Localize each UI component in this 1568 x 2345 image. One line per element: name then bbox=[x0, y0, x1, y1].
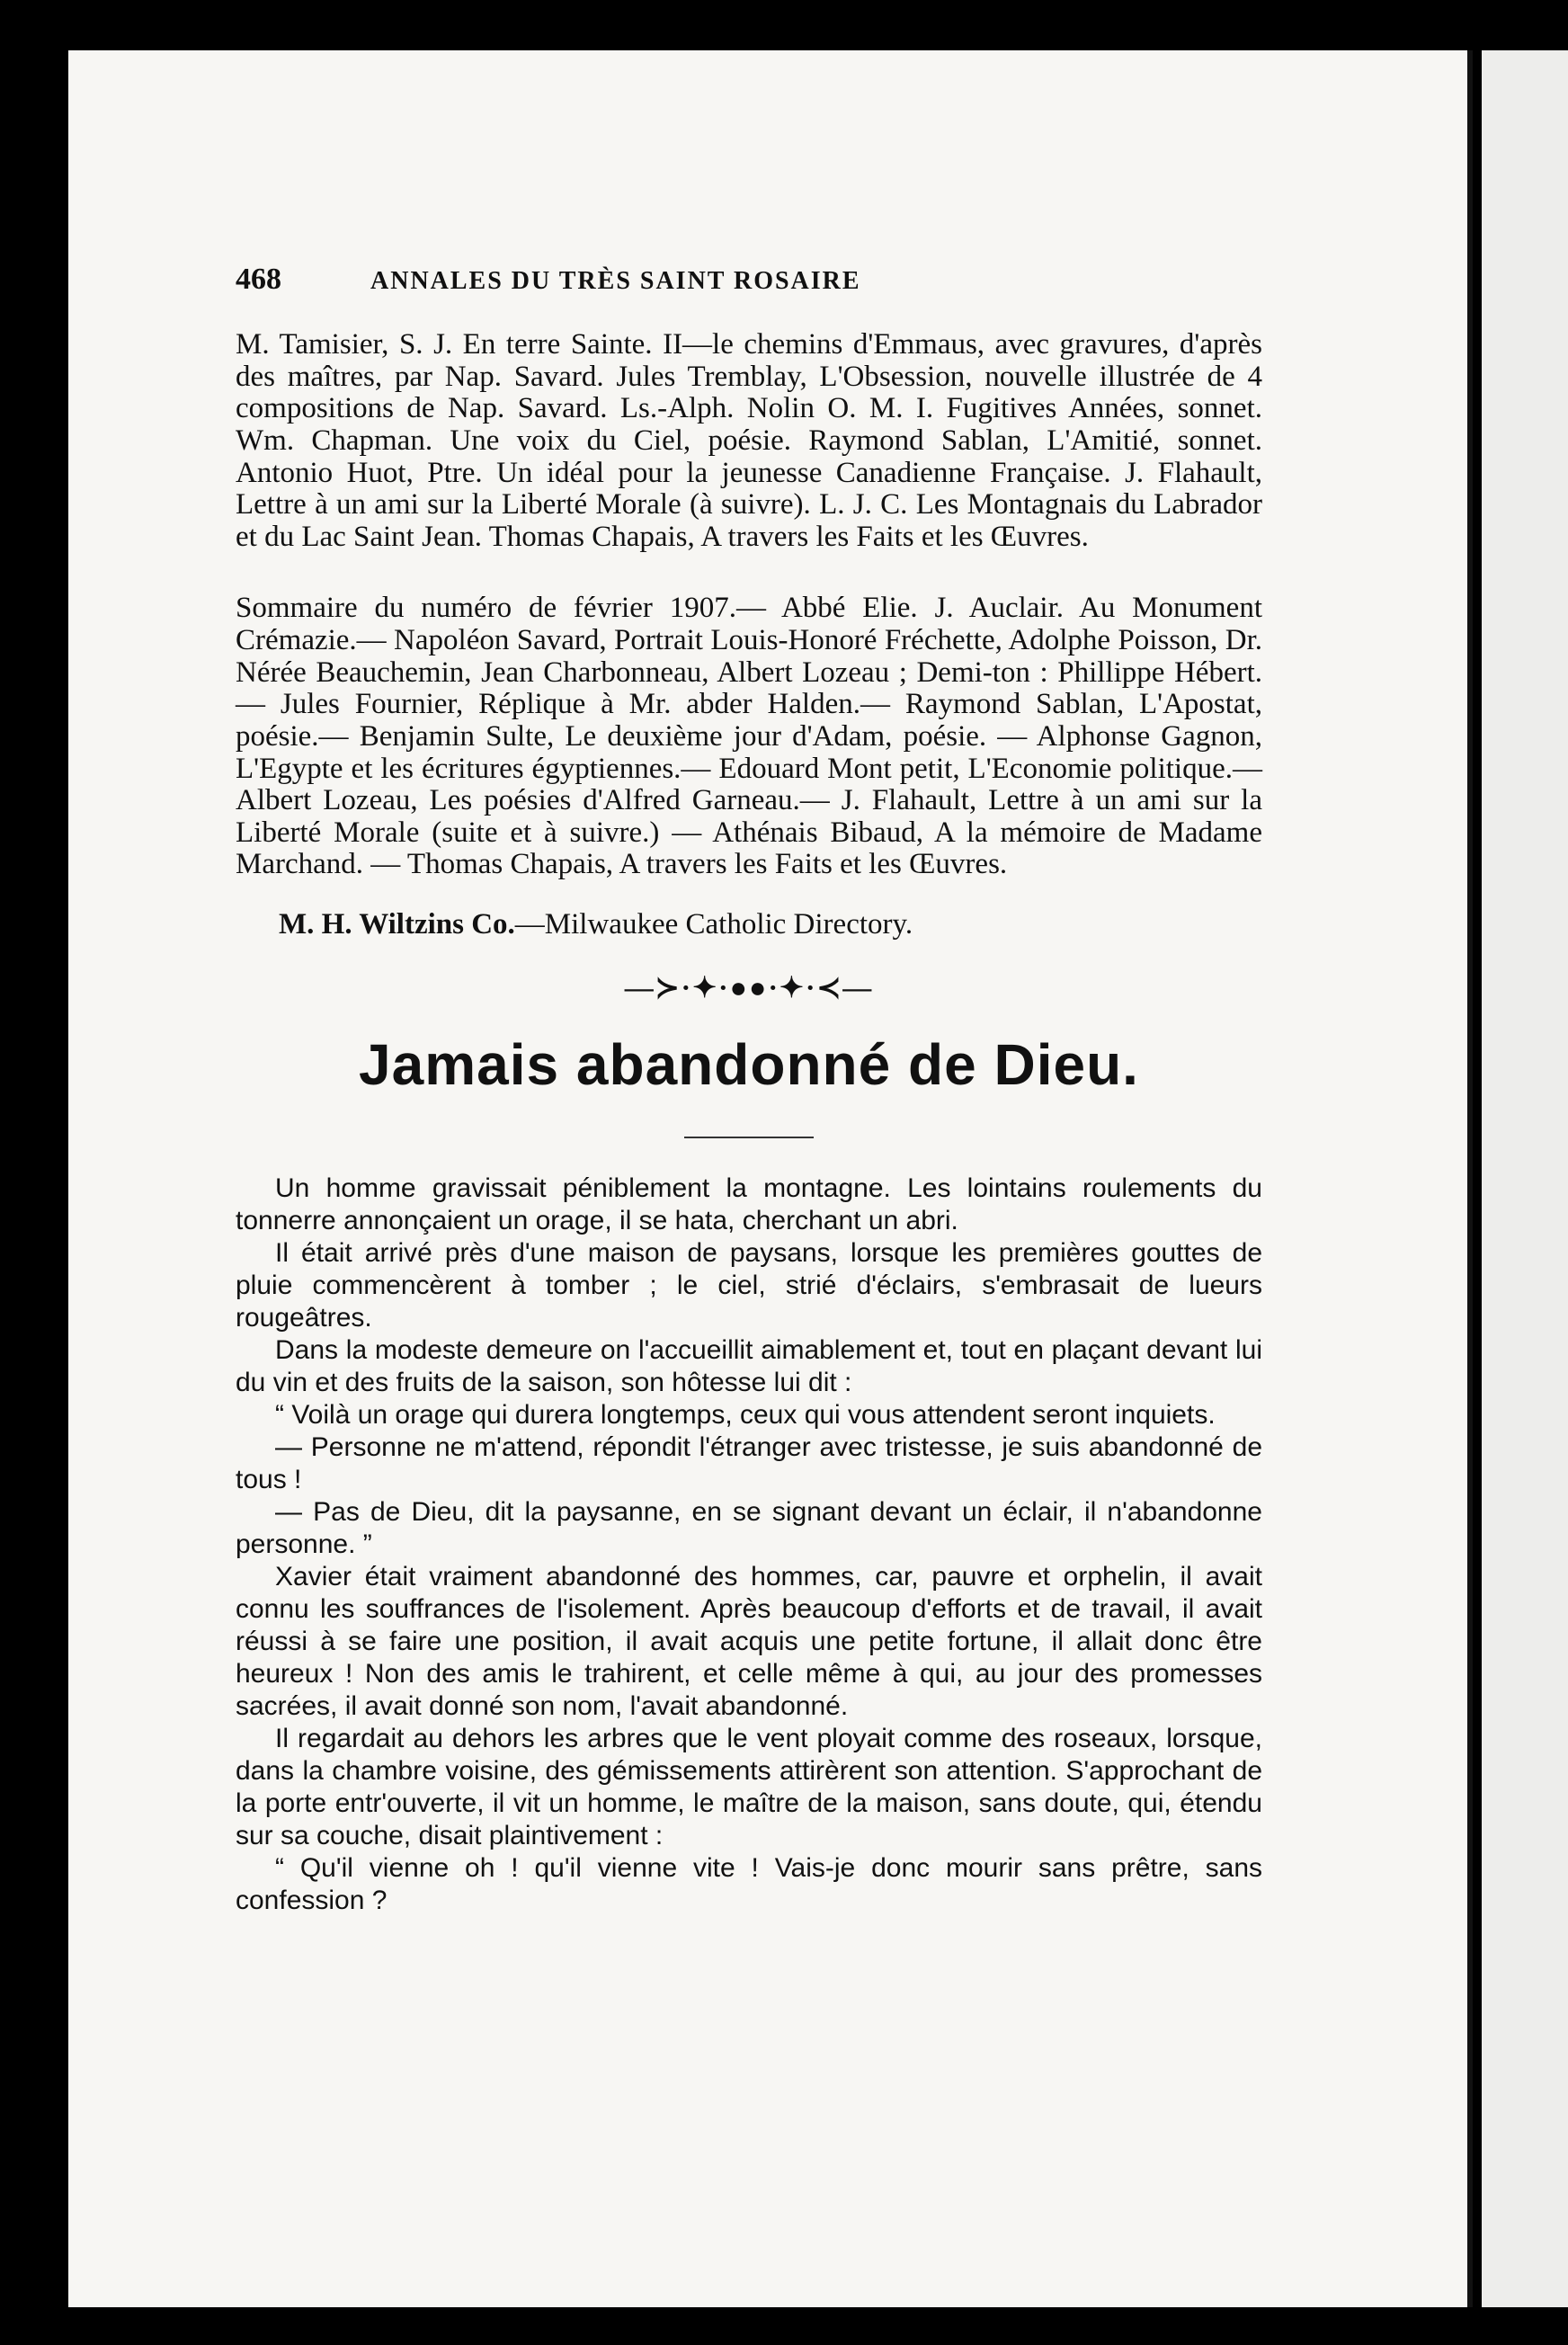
ornament-divider: —≻·✦·●●·✦·≺— bbox=[624, 971, 874, 1003]
catalog-publisher: M. H. Wiltzins Co. bbox=[279, 908, 515, 941]
title-rule bbox=[684, 1137, 814, 1138]
catalog-entry bbox=[236, 908, 1262, 941]
article-paragraph: “ Voilà un orage qui durera longtemps, ceux qui vous attendent seront inquiets. bbox=[275, 1399, 1216, 1430]
article-paragraph: — Personne ne m'attend, répondit l'étranger avec tristesse, je suis abandonné de tous ! bbox=[236, 1431, 1262, 1494]
article-paragraph: “ Qu'il vienne oh ! qu'il vienne vite ! Vais-je donc mourir sans prêtre, sans confession ? bbox=[236, 1852, 1262, 1915]
page-content bbox=[236, 263, 1262, 1917]
article-title: Jamais abandonné de Dieu. bbox=[359, 1032, 1139, 1097]
review-paragraph-1: M. Tamisier, S. J. En terre Sainte. II—le chemins d'Emmaus, avec gravures, d'après des maîtres, par Nap. Savard. Jules Tremblay, L'Obsession, nouvelle illustrée de 4 compositions de Nap. Savard. Ls.-Alph. Nolin O. M. I. Fugitives Années, sonnet. Wm. Chapman. Une voix du Ciel, poésie. Raymond Sablan, L'Amitié, sonnet. Antonio Huot, Ptre. Un idéal pour la jeunesse Canadienne Française. J. Flahault, Lettre à un ami sur la Liberté Morale (à suivre). L. J. C. Les Montagnais du Labrador et du Lac Saint Jean. Thomas Chapais, A travers les Faits et les Œuvres. bbox=[236, 328, 1262, 553]
article-paragraph: Il était arrivé près d'une maison de paysans, lorsque les premières gouttes de pluie commencèrent à tomber ; le ciel, strié d'éclairs, s'embrasait de lueurs rougeâtres. bbox=[236, 1237, 1262, 1333]
page-number: 468 bbox=[236, 263, 281, 296]
article-paragraph: Un homme gravissait péniblement la montagne. Les lointains roulements du tonnerre annonçaient un orage, il se hata, cherchant un abri. bbox=[236, 1172, 1262, 1235]
article-paragraph: Xavier était vraiment abandonné des hommes, car, pauvre et orphelin, il avait connu les souffrances de l'isolement. Après beaucoup d'efforts et de travail, il avait réussi à se faire une position, il avait acquis une petite fortune, il allait donc être heureux ! Non des amis le trahirent, et celle même à qui, au jour des promesses sacrées, il avait donné son nom, l'avait abandonné. bbox=[236, 1561, 1262, 1721]
article-paragraph: Il regardait au dehors les arbres que le vent ployait comme des roseaux, lorsque, dans la chambre voisine, des gémissements attirèrent son attention. S'approchant de la porte entr'ouverte, il vit un homme, le maître de la maison, sans doute, qui, étendu sur sa couche, disait plaintivement : bbox=[236, 1723, 1262, 1850]
article-body bbox=[236, 1172, 1262, 1917]
article-paragraph: — Pas de Dieu, dit la paysanne, en se signant devant un éclair, il n'abandonne personne. ” bbox=[236, 1496, 1262, 1559]
running-head bbox=[236, 263, 1262, 313]
running-title: ANNALES DU TRÈS SAINT ROSAIRE bbox=[370, 267, 861, 295]
page-gutter-line bbox=[1467, 50, 1473, 2307]
article-paragraph: Dans la modeste demeure on l'accueillit aimablement et, tout en plaçant devant lui du vin et des fruits de la saison, son hôtesse lui dit : bbox=[236, 1334, 1262, 1397]
review-paragraph-2: Sommaire du numéro de février 1907.— Abbé Elie. J. Auclair. Au Monument Crémazie.— Napoléon Savard, Portrait Louis-Honoré Fréchette, Adolphe Poisson, Dr. Nérée Beauchemin, Jean Charbonneau, Albert Lozeau ; Demi-ton : Phillippe Hébert.— Jules Fournier, Réplique à Mr. abder Halden.— Raymond Sablan, L'Apostat, poésie.— Benjamin Sulte, Le deuxième jour d'Adam, poésie. — Alphonse Gagnon, L'Egypte et les écritures égyptiennes.— Edouard Mont petit, L'Economie politique.— Albert Lozeau, Les poésies d'Alfred Garneau.— J. Flahault, Lettre à un ami sur la Liberté Morale (suite et à suivre.) — Athénais Bibaud, A la mémoire de Madame Marchand. — Thomas Chapais, A travers les Faits et les Œuvres. bbox=[236, 592, 1262, 881]
next-page-edge bbox=[1482, 50, 1568, 2307]
catalog-title: —Milwaukee Catholic Directory. bbox=[514, 908, 913, 941]
